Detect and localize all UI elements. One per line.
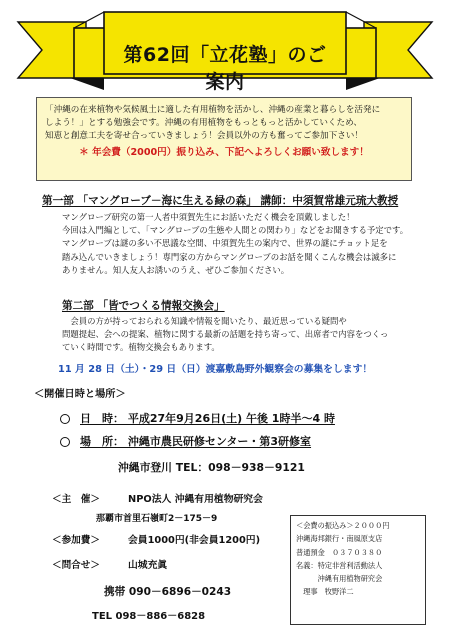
event-place-row (60, 433, 311, 449)
venue-heading: ＜開催日時と場所＞ (34, 389, 126, 400)
bank-transfer-box (290, 515, 426, 625)
part2-heading: 第二部 「皆でつくる情報交換会」 (62, 300, 225, 312)
field-trip-notice: 11 月 28 日（土）・29 日（日）渡嘉敷島野外観察会の募集をします！ (58, 364, 373, 375)
part2-line: 問題提起、会への提案、植物に関する最新の話題を持ち寄って、出席者で内容をつくっ (62, 329, 389, 340)
annual-fee-note: ＊ 年会費（2000円）振り込み、下記へよろしくお願い致します！ (79, 147, 369, 158)
fee-value: 会員1000円(非会員1200円) (128, 535, 261, 546)
part2-body (62, 315, 388, 355)
fee-label: ＜参加費＞ (52, 535, 100, 546)
contact-label: ＜問合せ＞ (52, 560, 100, 571)
circle-bullet-icon (60, 437, 70, 447)
circle-bullet-icon (60, 414, 70, 424)
part1-line: 今回は入門編として、「マングローブの生態や人間との関わり」などをお聞きする予定です。 (62, 225, 409, 236)
bank-line: 名義：特定非営利活動法人 (296, 560, 383, 570)
event-date-row (60, 410, 335, 426)
bank-line: 理事 牧野洋二 (296, 587, 354, 597)
page-title: 第62回「立花塾」のご案内 (123, 44, 327, 93)
event-place: 場 所： 沖縄市農民研修センター・第3研修室 (80, 435, 312, 448)
part2-line: 会員の方が持っておられる知識や情報を聞いたり、最近思っている疑問や (62, 316, 347, 326)
part1-body (62, 211, 408, 277)
bank-line: ＜会費の振込み＞２０００円 (296, 521, 390, 530)
event-date: 日 時： 平成27年9月26日(土) 午後 1時半～4 時 (80, 412, 335, 425)
part1-line: 踏み込んでいきましょう！専門家の方からマングローブのお話を聞くこんな機会は滅多に (62, 251, 397, 262)
organizer-address: 那覇市首里石嶺町2－175－9 (96, 514, 218, 524)
part2-line: ていく時間です。植物交換会もあります。 (62, 342, 220, 353)
intro-box (36, 97, 412, 181)
intro-line: しよう！」とする勉強会です。沖縄の有用植物をもっともっと活かしていくため、 (45, 118, 362, 128)
contact-tel: TEL 098－886－6828 (92, 611, 206, 622)
venue-address: 沖縄市登川 TEL：098－938－9121 (118, 461, 305, 474)
part1-line: マングローブは謎の多い不思議な空間、中須賀先生の案内で、世界の謎にチョット足を (62, 238, 388, 249)
organizer-name: NPO法人 沖縄有用植物研究会 (128, 494, 263, 505)
organizer-label: ＜主 催＞ (52, 494, 100, 505)
contact-mobile: 携帯 090－6896－0243 (104, 586, 232, 598)
intro-line: 知恵と創意工夫を寄せ合っていきましょう！会員以外の方も奮ってご参加下さい！ (45, 131, 363, 141)
bank-line: 普通預金 ０３７０３８０ (296, 547, 383, 557)
part1-heading: 第一部 「マングローブ－海に生える緑の森」 講師：中須賀常雄元琉大教授 (42, 195, 399, 207)
contact-name: 山城充眞 (128, 560, 168, 571)
part1-line: ありません。知人友人お誘いのうえ、ぜひご参加ください。 (62, 264, 290, 275)
part1-line: マングローブ研究の第一人者中須賀先生にお話いただく機会を頂戴しました！ (62, 212, 355, 222)
bank-line: 沖縄海邦銀行・南風原支店 (296, 534, 383, 544)
bank-line: 沖縄有用植物研究会 (296, 574, 383, 584)
intro-line: 「沖縄の在来植物や気候風土に適した有用植物を活かし、沖縄の産業と暮らしを活発に (45, 105, 381, 115)
